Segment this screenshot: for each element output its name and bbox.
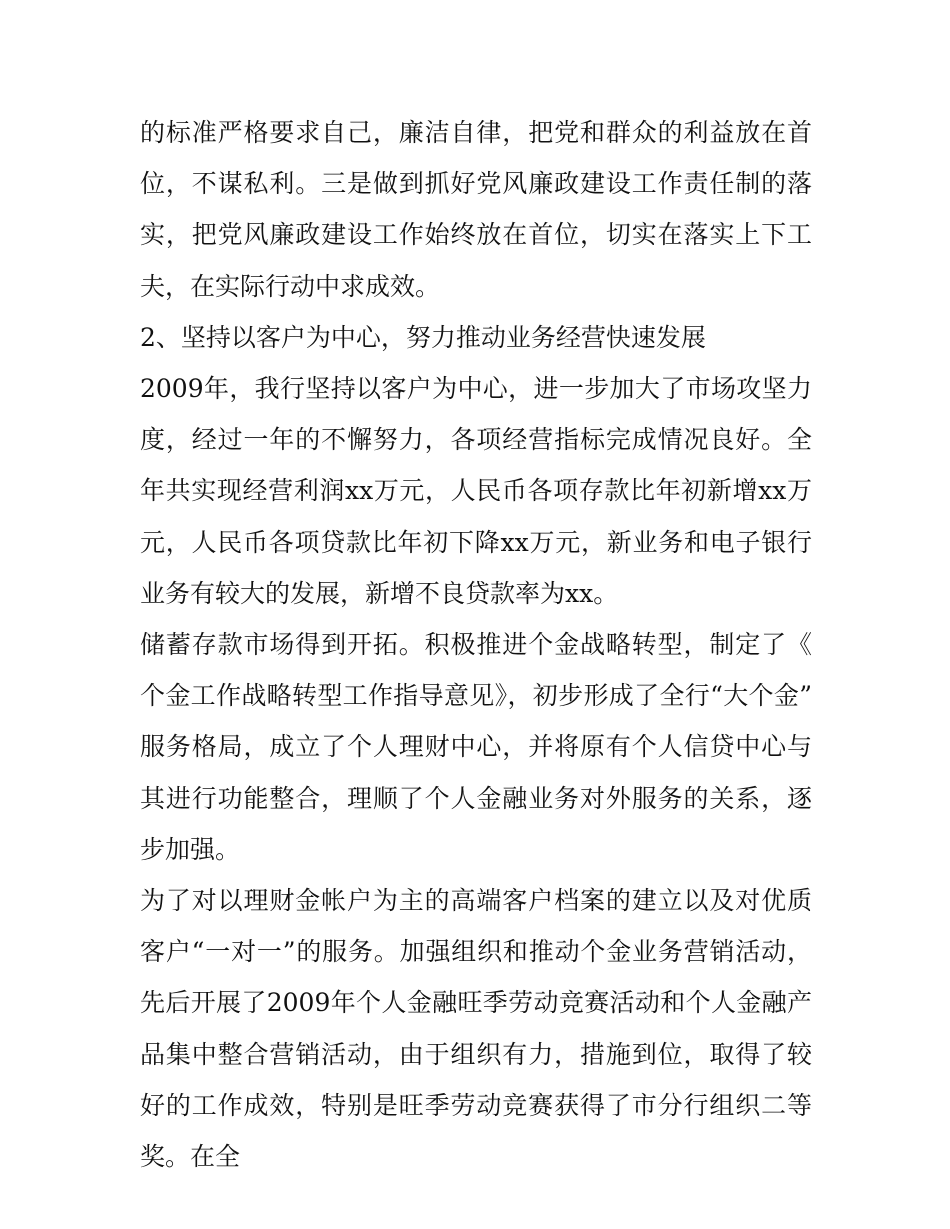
document-body bbox=[140, 107, 812, 1182]
section-heading-customer-centric: 2、坚持以客户为中心，努力推动业务经营快速发展 bbox=[140, 322, 706, 352]
paragraph-continued-integrity: 的标准严格要求自己，廉洁自律，把党和群众的利益放在首位，不谋私利。三是做到抓好党风廉政建设工作责任制的落实，把党风廉政建设工作始终放在首位，切实在落实上下工夫，在实际行动中求成效。 bbox=[140, 118, 812, 301]
paragraph-savings-market: 储蓄存款市场得到开拓。积极推进个金战略转型，制定了《个金工作战略转型工作指导意见》，初步形成了全行“大个金”服务格局，成立了个人理财中心，并将原有个人信贷中心与其进行功能整合，理顺了个人金融业务对外服务的关系，逐步加强。 bbox=[140, 630, 812, 864]
paragraph-high-end-customers: 为了对以理财金帐户为主的高端客户档案的建立以及对优质客户“一对一”的服务。加强组织和推动个金业务营销活动，先后开展了2009年个人金融旺季劳动竞赛活动和个人金融产品集中整合营销活动，由于组织有力，措施到位，取得了较好的工作成效，特别是旺季劳动竞赛获得了市分行组织二等奖。在全 bbox=[140, 886, 812, 1172]
paragraph-2009-performance: 2009年，我行坚持以客户为中心，进一步加大了市场攻坚力度，经过一年的不懈努力，各项经营指标完成情况良好。全年共实现经营利润xx万元，人民币各项存款比年初新增xx万元，人民币各项贷款比年初下降xx万元，新业务和电子银行业务有较大的发展，新增不良贷款率为xx。 bbox=[140, 374, 812, 608]
